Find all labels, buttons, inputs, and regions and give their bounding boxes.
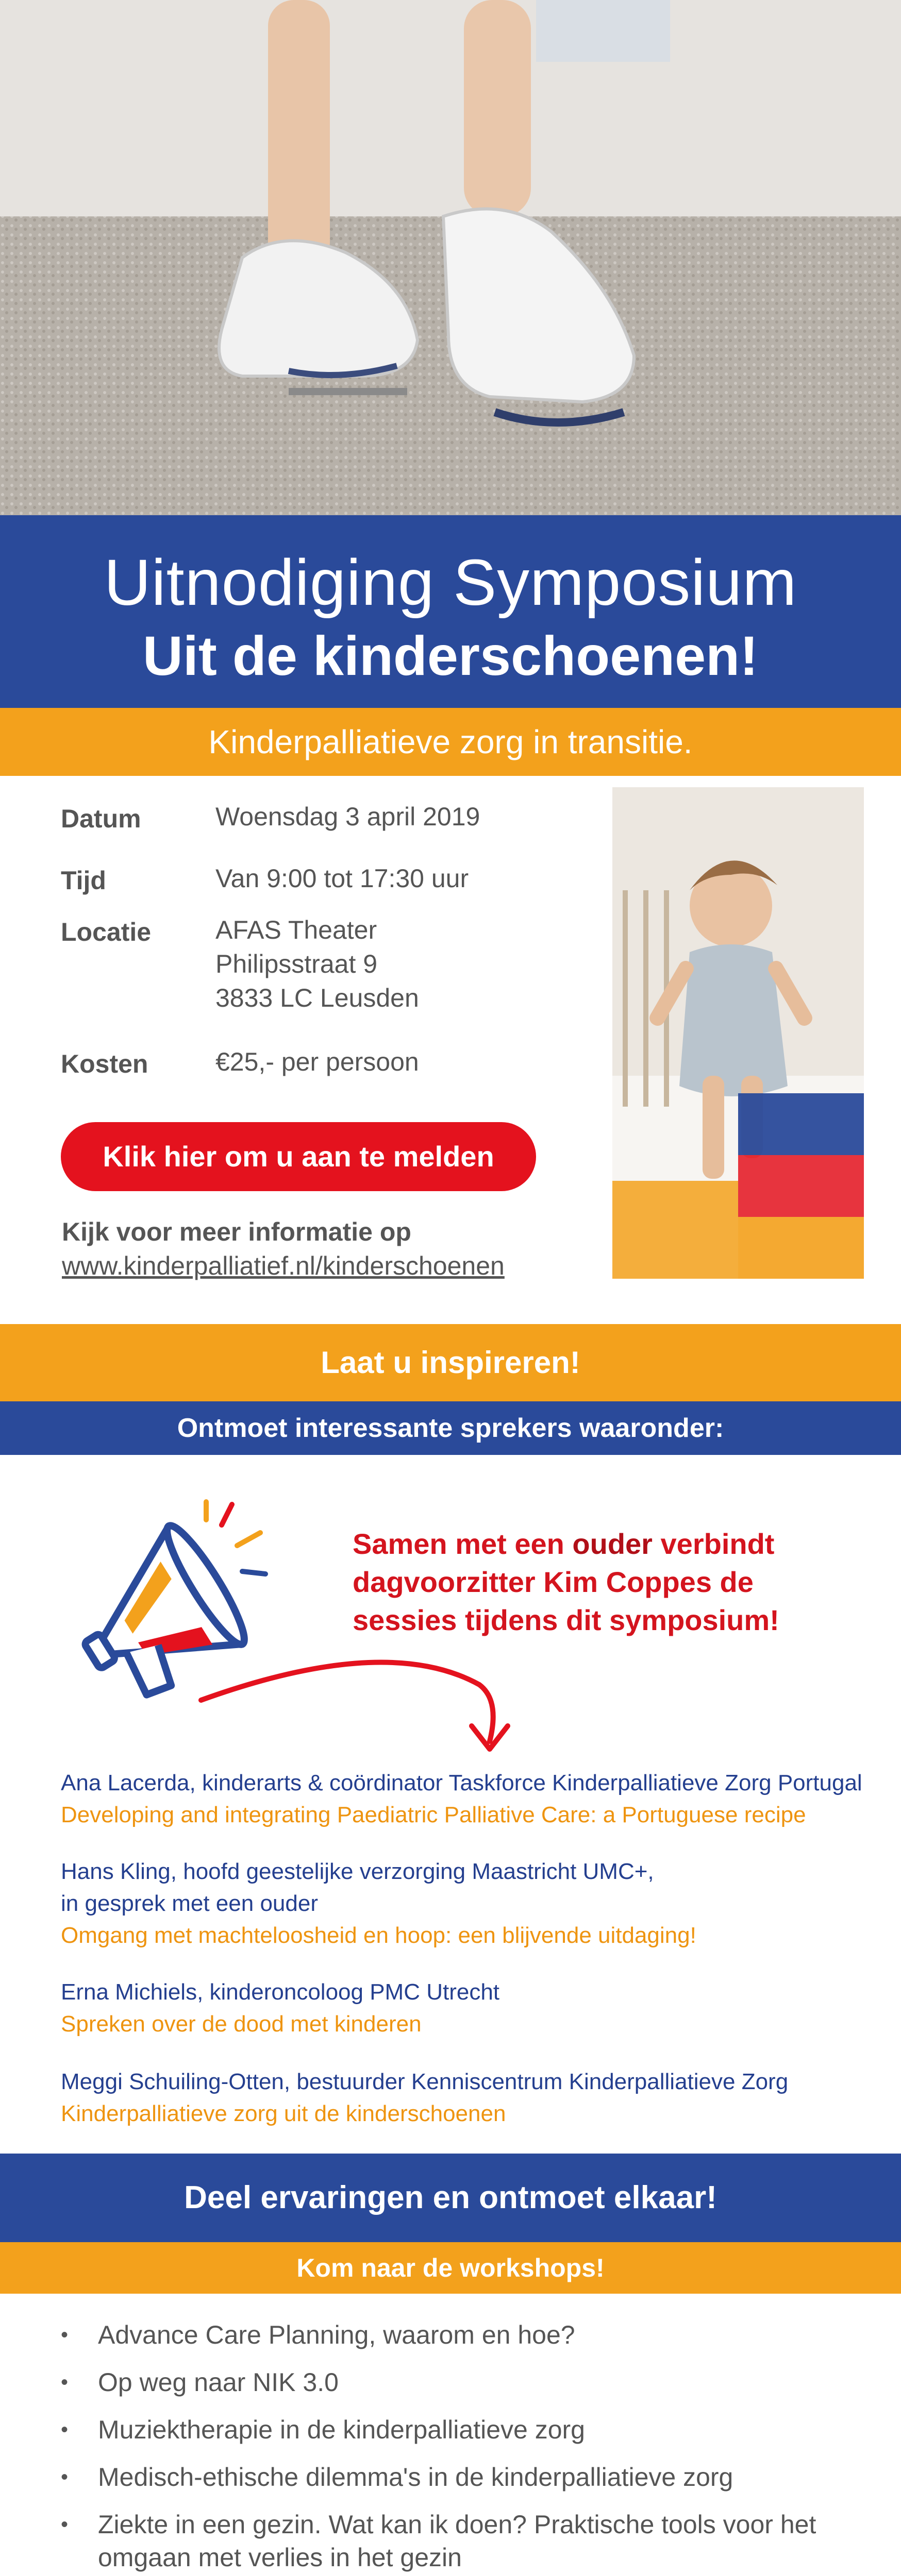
time-value: Van 9:00 tot 17:30 uur (215, 864, 469, 893)
date-value: Woensdag 3 april 2019 (215, 802, 480, 831)
intro-emphasis: ouder (572, 1528, 653, 1560)
workshop-list (0, 2318, 901, 2576)
location-line: 3833 LC Leusden (215, 984, 419, 1012)
location-label: Locatie (61, 918, 152, 946)
bullet-icon: • (61, 2513, 69, 2536)
more-info-label: Kijk voor meer informatie op (62, 1217, 411, 1246)
inspire-band: Laat u inspireren! (0, 1324, 901, 1401)
bullet-icon: • (61, 2466, 69, 2488)
speaker-name: Meggi Schuiling-Otten, bestuurder Kenniscentrum Kinderpalliatieve Zorg (61, 2069, 789, 2094)
intro-text: verbindt dagvoorzitter Kim Coppes de sessies tijdens dit symposium! (353, 1528, 779, 1636)
share-band: Deel ervaringen en ontmoet elkaar! (0, 2154, 901, 2242)
page-title: Uitnodiging Symposium (104, 546, 797, 619)
date-label: Datum (61, 804, 141, 833)
speakers-heading: Ontmoet interessante sprekers waaronder: (0, 1401, 901, 1455)
title-band (0, 515, 901, 708)
location-line: Philipsstraat 9 (215, 950, 378, 978)
workshop-item: Muziektherapie in de kinderpalliatieve zorg (98, 2415, 585, 2444)
workshop-item: Medisch-ethische dilemma's in de kinderpalliatieve zorg (98, 2463, 733, 2492)
arrow-icon (191, 1638, 531, 1762)
speaker-name: Ana Lacerda, kinderarts & coördinator Taskforce Kinderpalliatieve Zorg Portugal (61, 1770, 862, 1795)
hero-photo (0, 0, 901, 515)
cost-label: Kosten (61, 1049, 148, 1078)
speakers-list (0, 1767, 901, 2138)
toddler-feet-illustration (0, 0, 901, 515)
speaker-name: Erna Michiels, kinderoncoloog PMC Utrecht (61, 1979, 500, 2005)
cost-value: €25,- per persoon (215, 1047, 419, 1076)
location-address (215, 913, 419, 1015)
bullet-icon: • (61, 2418, 69, 2441)
more-info-link[interactable]: www.kinderpalliatief.nl/kinderschoenen (62, 1251, 505, 1280)
bullet-icon: • (61, 2324, 69, 2346)
moderator-intro (353, 1525, 858, 1639)
workshop-item-line: omgaan met verlies in het gezin (98, 2543, 462, 2572)
workshop-item (98, 2508, 871, 2574)
child-photo (612, 787, 864, 1279)
theme-band (0, 708, 901, 776)
workshop-item: Advance Care Planning, waarom en hoe? (98, 2320, 575, 2349)
time-label: Tijd (61, 866, 106, 895)
workshop-item-line: Ziekte in een gezin. Wat kan ik doen? Praktische tools voor het (98, 2510, 816, 2539)
workshop-item: Op weg naar NIK 3.0 (98, 2368, 339, 2397)
bullet-icon: • (61, 2371, 69, 2394)
child-on-bed-illustration (612, 787, 864, 1279)
speaker-name: in gesprek met een ouder (61, 1891, 318, 1916)
speaker-topic: Spreken over de dood met kinderen (61, 2011, 422, 2037)
speaker-name: Hans Kling, hoofd geestelijke verzorging Maastricht UMC+, (61, 1859, 654, 1884)
intro-text: Samen met een (353, 1528, 573, 1560)
speaker-topic: Developing and integrating Paediatric Palliative Care: a Portuguese recipe (61, 1802, 806, 1827)
theme-text: Kinderpalliatieve zorg in transitie. (208, 723, 693, 760)
speaker-topic: Omgang met machteloosheid en hoop: een blijvende uitdaging! (61, 1923, 696, 1948)
speaker-topic: Kinderpalliatieve zorg uit de kinderschoenen (61, 2101, 506, 2126)
register-button[interactable]: Klik hier om u aan te melden (61, 1122, 536, 1191)
location-line: AFAS Theater (215, 916, 377, 944)
workshops-heading: Kom naar de workshops! (0, 2242, 901, 2294)
page-subtitle: Uit de kinderschoenen! (142, 624, 759, 687)
